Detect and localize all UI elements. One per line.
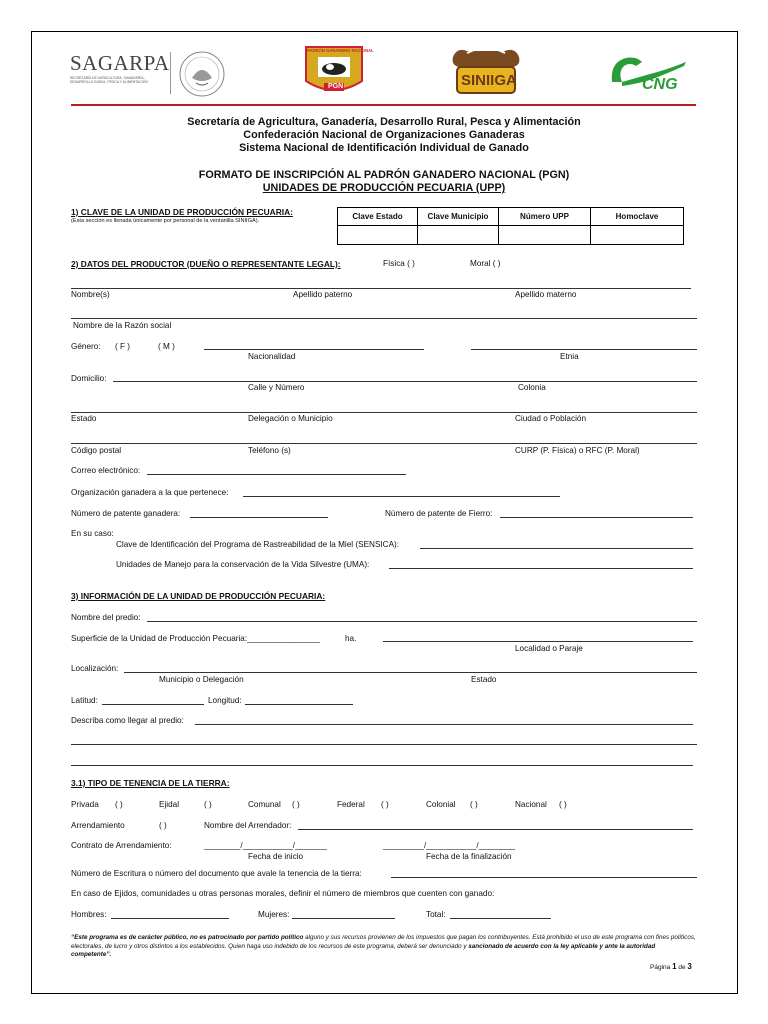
page-de: de: [678, 964, 686, 971]
superficie-label: Superficie de la Unidad de Producción Pecuaria:________________: [71, 634, 320, 643]
ejidos-label: En caso de Ejidos, comunidades u otras personas morales, definir el número de miembros que cuenten con ganado:: [71, 889, 495, 898]
pgn-text: PGN: [328, 83, 344, 90]
hombres-label: Hombres:: [71, 910, 107, 919]
col-homoclave: Homoclave: [591, 208, 684, 226]
longitud-label: Longitud:: [208, 696, 242, 705]
col-numero-upp: Número UPP: [499, 208, 591, 226]
ap-materno-label: Apellido materno: [515, 290, 577, 299]
nacional-label: Nacional: [515, 800, 547, 809]
localizacion-line[interactable]: [124, 672, 697, 673]
section2-title: 2) DATOS DEL PRODUCTOR (DUEÑO O REPRESENTANTE LEGAL):: [71, 259, 341, 269]
estado-label: Estado: [71, 414, 97, 423]
org-line-1: Secretaría de Agricultura, Ganadería, Desarrollo Rural, Pesca y Alimentación: [187, 116, 581, 128]
page-total: 3: [687, 962, 692, 971]
razon-social-label: Nombre de la Razón social: [73, 321, 172, 330]
arrendador-line[interactable]: [298, 829, 693, 830]
telefono-label: Teléfono (s): [248, 446, 291, 455]
predio-label: Nombre del predio:: [71, 613, 141, 622]
pgn-ring-text: PADRÓN GANADERO NACIONAL: [307, 48, 374, 53]
correo-line[interactable]: [147, 474, 406, 475]
nacionalidad-line[interactable]: [204, 349, 424, 350]
razon-social-line[interactable]: [71, 318, 697, 319]
latitud-line[interactable]: [102, 704, 204, 705]
localidad-line[interactable]: [383, 641, 693, 642]
estado-line[interactable]: [71, 412, 697, 413]
total-label: Total:: [426, 910, 446, 919]
clave-table: [337, 207, 684, 245]
latitud-label: Latitud:: [71, 696, 98, 705]
col-clave-estado: Clave Estado: [338, 208, 418, 226]
nombre-label: Nombre(s): [71, 290, 110, 299]
localizacion-label: Localización:: [71, 664, 119, 673]
patente-fierro-line[interactable]: [500, 517, 693, 518]
sensica-line[interactable]: [420, 548, 693, 549]
input-clave-municipio[interactable]: [418, 226, 499, 245]
colonial-checkbox[interactable]: ( ): [470, 800, 478, 809]
fecha-fin-label: Fecha de la finalización: [426, 852, 512, 861]
section1-note: (Esta sección es llenada únicamente por personal de la ventanilla SINIIGA).: [71, 218, 260, 224]
disclaimer-part-c: sancionado de acuerdo con la ley aplicable y ante la autoridad competente”.: [71, 942, 656, 959]
fecha-fin-field[interactable]: _________/___________/________: [383, 841, 516, 850]
page-current: 1: [672, 962, 677, 971]
en-su-caso-label: En su caso:: [71, 529, 114, 538]
disclaimer: [71, 934, 697, 960]
patente-ganadera-line[interactable]: [190, 517, 328, 518]
siniiga-text: SINIIGA: [461, 72, 517, 89]
longitud-line[interactable]: [245, 704, 353, 705]
fecha-inicio-label: Fecha de inicio: [248, 852, 304, 861]
patente-ganadera-label: Número de patente ganadera:: [71, 509, 181, 518]
disclaimer-part-a: “Este programa es de carácter público, no es patrocinado por partido político: [71, 934, 304, 941]
sagarpa-logo: [70, 51, 170, 92]
fisica-option[interactable]: Física ( ): [383, 259, 415, 268]
page-number: [650, 962, 692, 971]
sagarpa-subtitle: SECRETARÍA DE AGRICULTURA, GANADERÍA, DESARROLLO RURAL, PESCA Y ALIMENTACIÓN: [70, 76, 148, 85]
mujeres-line[interactable]: [292, 918, 395, 919]
ha-label: ha.: [345, 634, 357, 643]
ciudad-label: Ciudad o Población: [515, 414, 587, 423]
organizacion-line[interactable]: [243, 496, 560, 497]
privada-label: Privada: [71, 800, 99, 809]
comunal-label: Comunal: [248, 800, 281, 809]
divider-line: [170, 52, 171, 94]
col-clave-municipio: Clave Municipio: [418, 208, 499, 226]
describa-line-2[interactable]: [71, 744, 697, 745]
org-line-3: Sistema Nacional de Identificación Individual de Ganado: [239, 142, 529, 154]
disclaimer-part-b: alguno y sus recursos provienen de los impuestos que pagan los contribuyentes. Está prohibido el uso de este programa con fines políticos, electorales, de lucro y otros distintos a los establecidos. Quien haga uso indebido de los recursos de este programa, deberá ser denunciado y: [71, 934, 696, 950]
total-line[interactable]: [450, 918, 551, 919]
arrendamiento-label: Arrendamiento: [71, 821, 125, 830]
input-numero-upp[interactable]: [499, 226, 591, 245]
curp-label: CURP (P. Física) o RFC (P. Moral): [515, 446, 640, 455]
mexico-seal-icon: [178, 50, 226, 98]
calle-label: Calle y Número: [248, 383, 305, 392]
section31-title: 3.1) TIPO DE TENENCIA DE LA TIERRA:: [71, 778, 230, 788]
page-label: Página: [650, 964, 671, 971]
estado3-label: Estado: [471, 675, 497, 684]
cng-logo: [606, 52, 692, 98]
sensica-label: Clave de Identificación del Programa de Rastreabilidad de la Miel (SENSICA):: [116, 540, 400, 549]
comunal-checkbox[interactable]: ( ): [292, 800, 300, 809]
input-clave-estado[interactable]: [338, 226, 418, 245]
uma-line[interactable]: [389, 568, 693, 569]
federal-checkbox[interactable]: ( ): [381, 800, 389, 809]
form-subtitle: UNIDADES DE PRODUCCIÓN PECUARIA (UPP): [262, 182, 506, 194]
mujeres-label: Mujeres:: [258, 910, 290, 919]
fecha-inicio-field[interactable]: ________/___________/_______: [204, 841, 327, 850]
municipio-label: Municipio o Delegación: [159, 675, 244, 684]
etnia-line[interactable]: [471, 349, 697, 350]
header-rule: [71, 104, 696, 106]
colonial-label: Colonial: [426, 800, 456, 809]
nacional-checkbox[interactable]: ( ): [559, 800, 567, 809]
genero-f-option[interactable]: ( F ): [115, 342, 131, 351]
organizacion-label: Organización ganadera a la que pertenece:: [71, 488, 229, 497]
escritura-line[interactable]: [391, 877, 697, 878]
org-line-2: Confederación Nacional de Organizaciones Ganaderas: [243, 129, 525, 141]
describa-label: Describa como llegar al predio:: [71, 716, 184, 725]
moral-option[interactable]: Moral ( ): [470, 259, 501, 268]
section1-title: 1) CLAVE DE LA UNIDAD DE PRODUCCIÓN PECUARIA:: [71, 207, 293, 217]
describa-line-3[interactable]: [71, 765, 693, 766]
localidad-label: Localidad o Paraje: [515, 644, 583, 653]
section3-title: 3) INFORMACIÓN DE LA UNIDAD DE PRODUCCIÓN PECUARIA:: [71, 591, 326, 601]
genero-m-option[interactable]: ( M ): [158, 342, 175, 351]
siniiga-logo: [447, 45, 525, 100]
cp-label: Código postal: [71, 446, 122, 455]
uma-label: Unidades de Manejo para la conservación de la Vida Silvestre (UMA):: [116, 560, 370, 569]
nacionalidad-label: Nacionalidad: [248, 352, 296, 361]
correo-label: Correo electrónico:: [71, 466, 141, 475]
etnia-label: Etnia: [560, 352, 579, 361]
hombres-line[interactable]: [111, 918, 229, 919]
sagarpa-wordmark: SAGARPA: [70, 51, 170, 75]
arrendamiento-checkbox[interactable]: ( ): [159, 821, 167, 830]
delegacion-label: Delegación o Municipio: [248, 414, 333, 423]
cng-text: CNG: [642, 76, 678, 93]
federal-label: Federal: [337, 800, 365, 809]
ejidal-label: Ejidal: [159, 800, 180, 809]
form-title: FORMATO DE INSCRIPCIÓN AL PADRÓN GANADERO NACIONAL (PGN): [198, 169, 570, 181]
arrendador-label: Nombre del Arrendador:: [204, 821, 292, 830]
describa-line-1[interactable]: [195, 724, 693, 725]
pgn-logo: [300, 43, 374, 97]
nombre-line[interactable]: [71, 288, 691, 289]
escritura-label: Número de Escritura o número del documento que avale la tenencia de la tierra:: [71, 869, 362, 878]
colonia-label: Colonia: [518, 383, 546, 392]
patente-fierro-label: Número de patente de Fierro:: [385, 509, 493, 518]
ejidal-checkbox[interactable]: ( ): [204, 800, 212, 809]
cp-line[interactable]: [71, 443, 697, 444]
genero-label: Género:: [71, 342, 101, 351]
domicilio-label: Domicilio:: [71, 374, 107, 383]
contrato-label: Contrato de Arrendamiento:: [71, 841, 172, 850]
input-homoclave[interactable]: [591, 226, 684, 245]
domicilio-line[interactable]: [113, 381, 697, 382]
privada-checkbox[interactable]: ( ): [115, 800, 123, 809]
predio-line[interactable]: [147, 621, 697, 622]
ap-paterno-label: Apellido paterno: [293, 290, 353, 299]
